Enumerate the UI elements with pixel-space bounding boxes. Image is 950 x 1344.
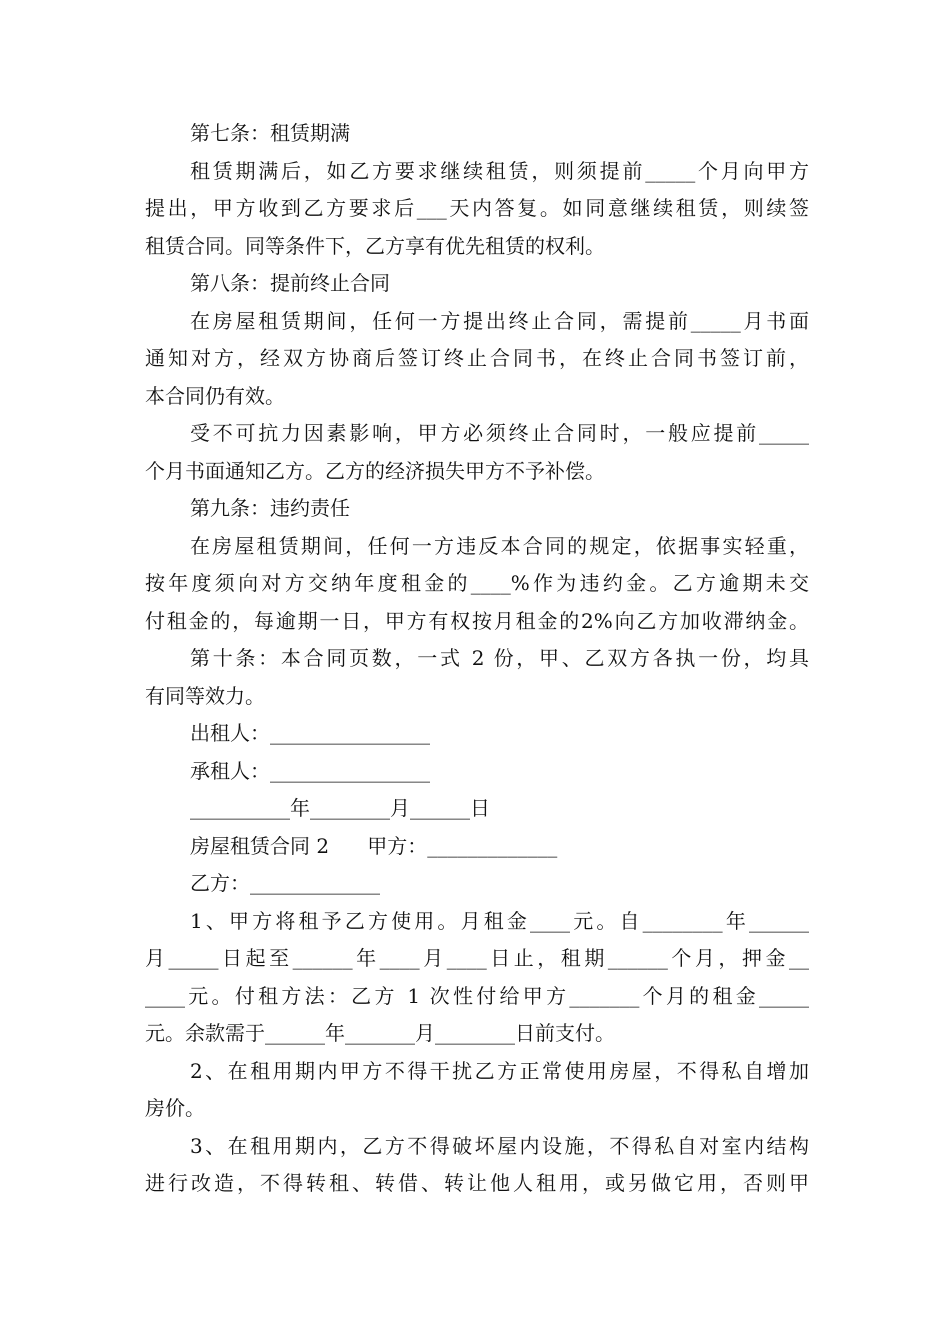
document-line: 按年度须向对方交纳年度租金的____%作为违约金。乙方逾期未交 (145, 571, 809, 595)
document-line: 提出，甲方收到乙方要求后___天内答复。如同意继续租赁，则续签 (145, 196, 809, 220)
document-line: 第十条：本合同页数，一式 2 份，甲、乙双方各执一份，均具 (190, 646, 809, 670)
document-line: 3、在租用期内，乙方不得破坏屋内设施，不得私自对室内结构 (190, 1133, 809, 1158)
document-line: 1、甲方将租予乙方使用。月租金____元。自________年______ (190, 908, 809, 933)
document-line: 第八条：提前终止合同 (190, 271, 390, 295)
document-line: 第七条：租赁期满 (190, 121, 350, 145)
document-line: 房价。 (145, 1096, 205, 1120)
document-line: 在房屋租赁期间，任何一方提出终止合同，需提前_____月书面 (190, 308, 809, 333)
document-line: 2、在租用期内甲方不得干扰乙方正常使用房屋，不得私自增加 (190, 1058, 809, 1083)
document-line: 承租人：________________ (190, 758, 430, 783)
document-line: 在房屋租赁期间，任何一方违反本合同的规定，依据事实轻重， (190, 533, 809, 558)
document-line: 元。余款需于______年_______月________日前支付。 (145, 1021, 615, 1045)
document-line: 第九条：违约责任 (190, 496, 350, 520)
document-line: 本合同仍有效。 (145, 383, 285, 408)
document-line: 房屋租赁合同 2 甲方：_____________ (190, 833, 558, 858)
document-line: 付租金的，每逾期一日，甲方有权按月租金的2%向乙方加收滞纳金。 (145, 608, 809, 633)
document-line: 月_____日起至______年____月____日止，租期______个月，押金__ (145, 946, 809, 970)
document-line: 租赁期满后，如乙方要求继续租赁，则须提前_____个月向甲方 (190, 158, 809, 183)
document-line: 受不可抗力因素影响，甲方必须终止合同时，一般应提前_____ (190, 421, 809, 445)
document-line: 个月书面通知乙方。乙方的经济损失甲方不予补偿。 (145, 458, 605, 483)
document-line: ____元。付租方法：乙方 1 次性付给甲方_______个月的租金_____ (145, 983, 809, 1008)
document-line: 有同等效力。 (145, 683, 265, 708)
document-line: 租赁合同。同等条件下，乙方享有优先租赁的权利。 (145, 233, 605, 258)
document-line: __________年________月______日 (190, 796, 490, 820)
document-line: 乙方：_____________ (190, 871, 380, 895)
document-line: 出租人：________________ (190, 721, 430, 745)
document-line: 进行改造，不得转租、转借、转让他人租用，或另做它用，否则甲 (145, 1171, 809, 1195)
document-body (145, 115, 809, 1203)
document-line: 通知对方，经双方协商后签订终止合同书，在终止合同书签订前， (145, 346, 809, 370)
